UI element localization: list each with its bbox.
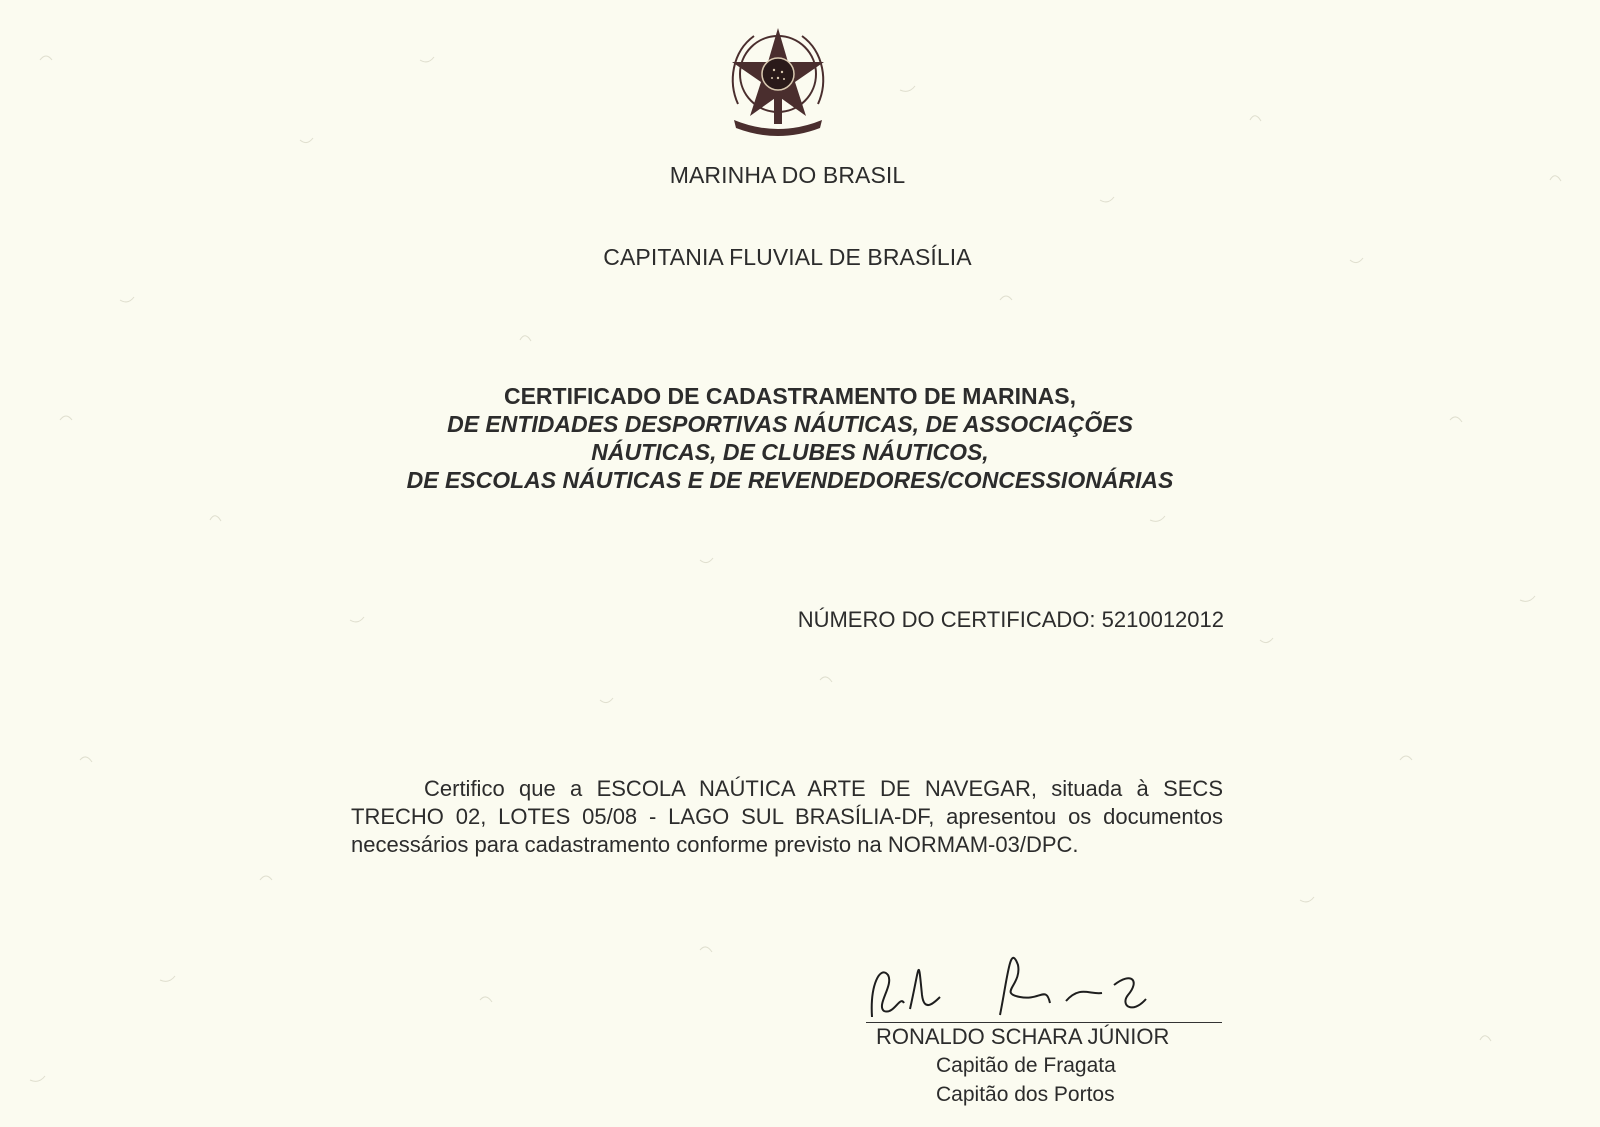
title-line-2: DE ENTIDADES DESPORTIVAS NÁUTICAS, DE ASSOCIAÇÕES	[447, 411, 1133, 437]
office-name: CAPITANIA FLUVIAL DE BRASÍLIA	[603, 244, 972, 270]
signer-rank: Capitão de Fragata	[936, 1054, 1116, 1077]
handwritten-signature	[870, 945, 1170, 1025]
certificate-number: NÚMERO DO CERTIFICADO: 5210012012	[797, 607, 1224, 632]
signer-role: Capitão dos Portos	[936, 1083, 1115, 1106]
certification-statement	[351, 775, 1223, 859]
title-line-3: NÁUTICAS, DE CLUBES NÁUTICOS,	[591, 439, 989, 465]
signature-line	[866, 1022, 1222, 1023]
institution-name: MARINHA DO BRASIL	[669, 162, 906, 188]
signer-name: RONALDO SCHARA JÚNIOR	[876, 1024, 1170, 1049]
title-line-1: CERTIFICADO DE CADASTRAMENTO DE MARINAS,	[503, 383, 1077, 409]
certificate-title	[330, 382, 1250, 494]
coat-of-arms-emblem	[724, 22, 832, 140]
title-line-4: DE ESCOLAS NÁUTICAS E DE REVENDEDORES/CONCESSIONÁRIAS	[406, 467, 1174, 493]
certification-text: Certifico que a ESCOLA NAÚTICA ARTE DE NAVEGAR, situada à SECS TRECHO 02, LOTES 05/08 - LAGO SUL BRASÍLIA-DF, apresentou os documentos necessários para cadastramento conforme previsto na NORMAM-03/DPC.	[351, 776, 1223, 857]
